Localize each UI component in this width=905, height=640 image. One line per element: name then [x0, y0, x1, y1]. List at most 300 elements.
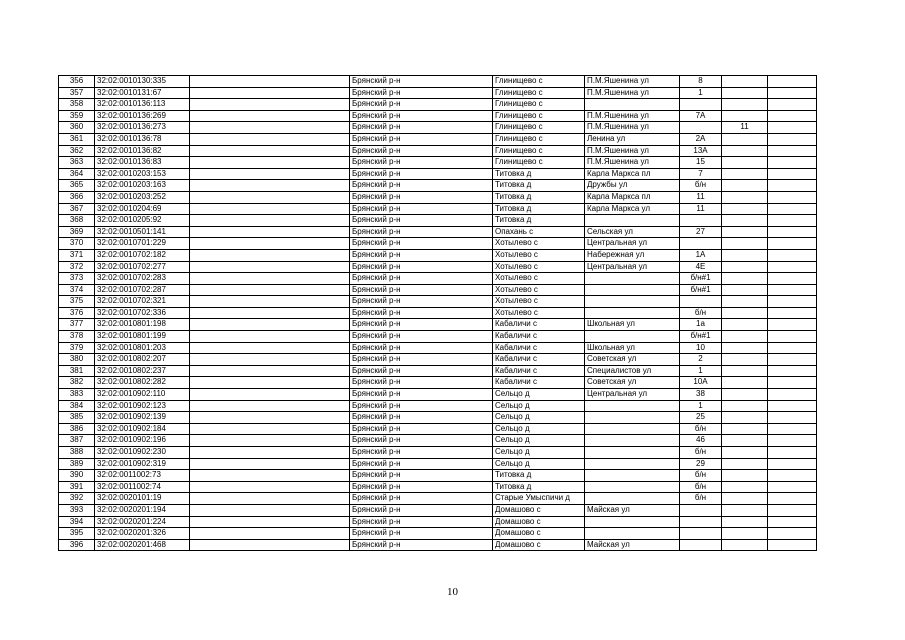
cell-row-number: 360: [59, 122, 95, 134]
cell-owner: [190, 133, 350, 145]
cell-row-number: 368: [59, 215, 95, 227]
cell-house-number: 4Е: [680, 261, 722, 273]
cell-district: Брянский р-н: [350, 447, 493, 459]
cell-house-number: 11: [680, 191, 722, 203]
table-row: [59, 389, 817, 401]
cell-cadastral-number: 32:02:0010701:229: [95, 238, 190, 250]
cell-street: П.М.Яшенина ул: [585, 122, 680, 134]
cell-district: Брянский р-н: [350, 122, 493, 134]
cell-extra-1: [722, 145, 768, 157]
cell-extra-1: [722, 319, 768, 331]
cell-settlement: Домашово с: [493, 528, 585, 540]
cell-owner: [190, 238, 350, 250]
cell-extra-2: [768, 226, 817, 238]
cell-house-number: 1: [680, 365, 722, 377]
cell-house-number: 2А: [680, 133, 722, 145]
cell-extra-2: [768, 296, 817, 308]
cell-cadastral-number: 32:02:0010902:139: [95, 412, 190, 424]
cell-extra-2: [768, 504, 817, 516]
cell-street: Карла Маркса пл: [585, 168, 680, 180]
cell-extra-1: [722, 273, 768, 285]
cell-house-number: [680, 504, 722, 516]
table-row: [59, 133, 817, 145]
table-row: [59, 470, 817, 482]
cell-extra-2: [768, 435, 817, 447]
cell-street: Специалистов ул: [585, 365, 680, 377]
cell-district: Брянский р-н: [350, 191, 493, 203]
cell-extra-2: [768, 180, 817, 192]
cell-owner: [190, 226, 350, 238]
table-row: [59, 377, 817, 389]
cell-owner: [190, 447, 350, 459]
cell-extra-2: [768, 122, 817, 134]
cell-street: [585, 435, 680, 447]
cell-settlement: Глинищево с: [493, 157, 585, 169]
cell-house-number: 1А: [680, 249, 722, 261]
cell-extra-2: [768, 516, 817, 528]
cell-extra-1: [722, 493, 768, 505]
cell-row-number: 379: [59, 342, 95, 354]
cell-extra-2: [768, 493, 817, 505]
cell-street: П.М.Яшенина ул: [585, 110, 680, 122]
cell-extra-1: [722, 389, 768, 401]
cell-settlement: Хотылево с: [493, 261, 585, 273]
cell-street: [585, 273, 680, 285]
cell-extra-2: [768, 157, 817, 169]
cell-extra-2: [768, 110, 817, 122]
cell-cadastral-number: 32:02:0010203:163: [95, 180, 190, 192]
cell-extra-2: [768, 412, 817, 424]
cell-street: [585, 423, 680, 435]
cell-district: Брянский р-н: [350, 215, 493, 227]
cell-district: Брянский р-н: [350, 110, 493, 122]
cell-district: Брянский р-н: [350, 249, 493, 261]
cell-cadastral-number: 32:02:0010136:78: [95, 133, 190, 145]
cell-settlement: Хотылево с: [493, 284, 585, 296]
cell-row-number: 386: [59, 423, 95, 435]
cell-settlement: Глинищево с: [493, 99, 585, 111]
cell-street: [585, 481, 680, 493]
cell-settlement: Домашово с: [493, 539, 585, 551]
cell-owner: [190, 215, 350, 227]
cell-house-number: 38: [680, 389, 722, 401]
cell-street: П.М.Яшенина ул: [585, 145, 680, 157]
cell-owner: [190, 76, 350, 88]
cell-row-number: 367: [59, 203, 95, 215]
cell-extra-1: [722, 110, 768, 122]
cell-extra-1: [722, 458, 768, 470]
cell-house-number: 7А: [680, 110, 722, 122]
cell-settlement: Титовка д: [493, 191, 585, 203]
cell-house-number: 13А: [680, 145, 722, 157]
cell-settlement: Титовка д: [493, 203, 585, 215]
cell-cadastral-number: 32:02:0010205:92: [95, 215, 190, 227]
table-row: [59, 110, 817, 122]
cell-house-number: б/н: [680, 470, 722, 482]
cell-extra-2: [768, 87, 817, 99]
table-row: [59, 458, 817, 470]
cell-house-number: б/н: [680, 423, 722, 435]
cell-cadastral-number: 32:02:0010136:273: [95, 122, 190, 134]
cell-street: Центральная ул: [585, 238, 680, 250]
table-row: [59, 87, 817, 99]
cell-street: Карла Маркса ул: [585, 203, 680, 215]
cell-row-number: 395: [59, 528, 95, 540]
cell-house-number: [680, 122, 722, 134]
cell-settlement: Глинищево с: [493, 110, 585, 122]
cell-settlement: Глинищево с: [493, 133, 585, 145]
cell-row-number: 378: [59, 331, 95, 343]
cell-extra-2: [768, 423, 817, 435]
cell-owner: [190, 400, 350, 412]
cell-district: Брянский р-н: [350, 412, 493, 424]
cell-row-number: 366: [59, 191, 95, 203]
cell-cadastral-number: 32:02:0020201:194: [95, 504, 190, 516]
cell-cadastral-number: 32:02:0010130:335: [95, 76, 190, 88]
cell-street: Центральная ул: [585, 261, 680, 273]
cell-extra-2: [768, 447, 817, 459]
cell-cadastral-number: 32:02:0010203:252: [95, 191, 190, 203]
table-row: [59, 516, 817, 528]
cell-extra-1: [722, 331, 768, 343]
cell-extra-2: [768, 365, 817, 377]
cell-row-number: 359: [59, 110, 95, 122]
cell-district: Брянский р-н: [350, 168, 493, 180]
cell-owner: [190, 168, 350, 180]
cell-cadastral-number: 32:02:0020101:19: [95, 493, 190, 505]
table-row: [59, 226, 817, 238]
cell-row-number: 374: [59, 284, 95, 296]
cell-settlement: Глинищево с: [493, 87, 585, 99]
cell-extra-2: [768, 215, 817, 227]
cell-district: Брянский р-н: [350, 539, 493, 551]
cell-district: Брянский р-н: [350, 133, 493, 145]
cell-cadastral-number: 32:02:0010501:141: [95, 226, 190, 238]
cell-owner: [190, 342, 350, 354]
cell-settlement: Кабаличи с: [493, 365, 585, 377]
cell-cadastral-number: 32:02:0010802:237: [95, 365, 190, 377]
cell-extra-1: [722, 528, 768, 540]
cell-row-number: 389: [59, 458, 95, 470]
page-number: 10: [447, 586, 458, 598]
cell-settlement: Хотылево с: [493, 296, 585, 308]
cell-house-number: 29: [680, 458, 722, 470]
cell-owner: [190, 203, 350, 215]
cell-house-number: [680, 296, 722, 308]
cell-extra-1: [722, 203, 768, 215]
cell-row-number: 375: [59, 296, 95, 308]
cell-cadastral-number: 32:02:0010902:110: [95, 389, 190, 401]
cell-house-number: 8: [680, 76, 722, 88]
table-row: [59, 76, 817, 88]
cell-settlement: Сельцо д: [493, 400, 585, 412]
cell-extra-1: [722, 87, 768, 99]
cell-street: П.М.Яшенина ул: [585, 76, 680, 88]
cell-extra-1: [722, 261, 768, 273]
cell-street: [585, 528, 680, 540]
cell-district: Брянский р-н: [350, 261, 493, 273]
table-row: [59, 493, 817, 505]
table-row: [59, 331, 817, 343]
cell-street: [585, 516, 680, 528]
cell-street: П.М.Яшенина ул: [585, 87, 680, 99]
cell-extra-1: [722, 307, 768, 319]
cell-owner: [190, 307, 350, 319]
cell-cadastral-number: 32:02:0010702:336: [95, 307, 190, 319]
cell-extra-2: [768, 203, 817, 215]
cell-extra-2: [768, 99, 817, 111]
cell-row-number: 381: [59, 365, 95, 377]
cell-owner: [190, 377, 350, 389]
cell-settlement: Кабаличи с: [493, 354, 585, 366]
cell-owner: [190, 296, 350, 308]
cell-extra-2: [768, 307, 817, 319]
cell-owner: [190, 458, 350, 470]
cell-district: Брянский р-н: [350, 504, 493, 516]
cell-row-number: 365: [59, 180, 95, 192]
cell-owner: [190, 354, 350, 366]
cell-row-number: 384: [59, 400, 95, 412]
cell-owner: [190, 539, 350, 551]
cell-street: [585, 458, 680, 470]
cell-extra-1: [722, 377, 768, 389]
cell-row-number: 383: [59, 389, 95, 401]
cell-street: [585, 215, 680, 227]
cell-house-number: [680, 99, 722, 111]
cell-house-number: б/н#1: [680, 331, 722, 343]
cell-settlement: Кабаличи с: [493, 377, 585, 389]
cell-cadastral-number: 32:02:0010801:199: [95, 331, 190, 343]
cell-street: Дружбы ул: [585, 180, 680, 192]
cell-owner: [190, 389, 350, 401]
cell-owner: [190, 516, 350, 528]
cell-extra-2: [768, 284, 817, 296]
cell-house-number: [680, 215, 722, 227]
cell-row-number: 394: [59, 516, 95, 528]
cell-settlement: Хотылево с: [493, 307, 585, 319]
table-row: [59, 284, 817, 296]
table-row: [59, 122, 817, 134]
cell-district: Брянский р-н: [350, 180, 493, 192]
cell-settlement: Хотылево с: [493, 238, 585, 250]
cell-house-number: б/н: [680, 493, 722, 505]
table-row: [59, 157, 817, 169]
cell-extra-1: [722, 539, 768, 551]
cell-house-number: 25: [680, 412, 722, 424]
table-row: [59, 99, 817, 111]
cell-cadastral-number: 32:02:0010131:67: [95, 87, 190, 99]
cell-street: [585, 99, 680, 111]
table-row: [59, 249, 817, 261]
cell-extra-2: [768, 319, 817, 331]
table-row: [59, 145, 817, 157]
cell-district: Брянский р-н: [350, 284, 493, 296]
cell-extra-2: [768, 528, 817, 540]
cell-cadastral-number: 32:02:0010203:153: [95, 168, 190, 180]
cell-street: [585, 470, 680, 482]
cell-street: [585, 296, 680, 308]
cell-street: [585, 331, 680, 343]
cell-cadastral-number: 32:02:0020201:224: [95, 516, 190, 528]
cell-owner: [190, 365, 350, 377]
cell-cadastral-number: 32:02:0010902:196: [95, 435, 190, 447]
cell-cadastral-number: 32:02:0010136:113: [95, 99, 190, 111]
cell-street: [585, 493, 680, 505]
cell-owner: [190, 284, 350, 296]
cell-street: Школьная ул: [585, 342, 680, 354]
cell-district: Брянский р-н: [350, 516, 493, 528]
cell-house-number: 1: [680, 400, 722, 412]
cell-cadastral-number: 32:02:0010702:182: [95, 249, 190, 261]
cell-owner: [190, 191, 350, 203]
cell-cadastral-number: 32:02:0010702:283: [95, 273, 190, 285]
cell-settlement: Опахань с: [493, 226, 585, 238]
table-row: [59, 319, 817, 331]
cell-district: Брянский р-н: [350, 423, 493, 435]
cell-owner: [190, 249, 350, 261]
cell-extra-1: [722, 249, 768, 261]
cell-street: [585, 307, 680, 319]
cell-extra-2: [768, 342, 817, 354]
cell-settlement: Домашово с: [493, 516, 585, 528]
cell-cadastral-number: 32:02:0010802:207: [95, 354, 190, 366]
cell-house-number: [680, 516, 722, 528]
cell-extra-1: [722, 296, 768, 308]
cell-extra-2: [768, 539, 817, 551]
cell-extra-2: [768, 481, 817, 493]
cell-cadastral-number: 32:02:0010802:282: [95, 377, 190, 389]
cell-house-number: 7: [680, 168, 722, 180]
cell-extra-2: [768, 168, 817, 180]
table-row: [59, 273, 817, 285]
table-row: [59, 215, 817, 227]
cell-cadastral-number: 32:02:0011002:73: [95, 470, 190, 482]
cell-extra-1: [722, 354, 768, 366]
cell-district: Брянский р-н: [350, 238, 493, 250]
cell-street: Школьная ул: [585, 319, 680, 331]
cell-street: Карла Маркса пл: [585, 191, 680, 203]
cell-house-number: 2: [680, 354, 722, 366]
cell-street: Набережная ул: [585, 249, 680, 261]
cell-street: [585, 284, 680, 296]
cell-owner: [190, 87, 350, 99]
cell-house-number: б/н: [680, 307, 722, 319]
cell-extra-1: [722, 99, 768, 111]
cell-district: Брянский р-н: [350, 157, 493, 169]
cell-street: Центральная ул: [585, 389, 680, 401]
cell-owner: [190, 423, 350, 435]
cell-district: Брянский р-н: [350, 458, 493, 470]
cell-cadastral-number: 32:02:0010136:269: [95, 110, 190, 122]
cell-house-number: б/н: [680, 180, 722, 192]
cell-settlement: Глинищево с: [493, 122, 585, 134]
cell-row-number: 364: [59, 168, 95, 180]
cell-extra-1: [722, 157, 768, 169]
cell-house-number: [680, 238, 722, 250]
table-row: [59, 365, 817, 377]
table-row: [59, 447, 817, 459]
cell-row-number: 361: [59, 133, 95, 145]
cell-house-number: 10А: [680, 377, 722, 389]
table-row: [59, 168, 817, 180]
cell-district: Брянский р-н: [350, 377, 493, 389]
cell-settlement: Глинищево с: [493, 76, 585, 88]
cell-row-number: 369: [59, 226, 95, 238]
cell-house-number: б/н#1: [680, 284, 722, 296]
cell-house-number: 10: [680, 342, 722, 354]
cell-settlement: Сельцо д: [493, 435, 585, 447]
cell-settlement: Хотылево с: [493, 273, 585, 285]
cell-extra-1: [722, 400, 768, 412]
cell-cadastral-number: 32:02:0010902:230: [95, 447, 190, 459]
cell-extra-1: [722, 412, 768, 424]
cell-cadastral-number: 32:02:0010136:83: [95, 157, 190, 169]
table-row: [59, 261, 817, 273]
cell-extra-2: [768, 261, 817, 273]
cell-row-number: 373: [59, 273, 95, 285]
cell-settlement: Глинищево с: [493, 145, 585, 157]
cell-house-number: [680, 528, 722, 540]
cell-row-number: 387: [59, 435, 95, 447]
cell-owner: [190, 99, 350, 111]
cell-extra-1: [722, 447, 768, 459]
table-row: [59, 435, 817, 447]
cell-extra-2: [768, 331, 817, 343]
cell-district: Брянский р-н: [350, 342, 493, 354]
cell-house-number: 1: [680, 87, 722, 99]
cell-cadastral-number: 32:02:0010136:82: [95, 145, 190, 157]
cell-settlement: Сельцо д: [493, 412, 585, 424]
cell-extra-1: [722, 238, 768, 250]
cell-extra-1: [722, 191, 768, 203]
cell-extra-1: [722, 168, 768, 180]
cell-district: Брянский р-н: [350, 493, 493, 505]
cell-row-number: 391: [59, 481, 95, 493]
cell-settlement: Титовка д: [493, 215, 585, 227]
cell-cadastral-number: 32:02:0010902:319: [95, 458, 190, 470]
cell-row-number: 356: [59, 76, 95, 88]
cell-extra-1: [722, 226, 768, 238]
table-row: [59, 400, 817, 412]
cell-cadastral-number: 32:02:0010902:123: [95, 400, 190, 412]
cell-house-number: 46: [680, 435, 722, 447]
cell-street: Майская ул: [585, 504, 680, 516]
cell-street: [585, 400, 680, 412]
cell-extra-2: [768, 377, 817, 389]
cell-owner: [190, 412, 350, 424]
cell-owner: [190, 180, 350, 192]
cell-settlement: Сельцо д: [493, 447, 585, 459]
cell-owner: [190, 470, 350, 482]
table-row: [59, 423, 817, 435]
cell-cadastral-number: 32:02:0010902:184: [95, 423, 190, 435]
cell-extra-1: [722, 284, 768, 296]
cell-row-number: 393: [59, 504, 95, 516]
cell-extra-1: [722, 133, 768, 145]
cell-owner: [190, 528, 350, 540]
cell-owner: [190, 122, 350, 134]
table-row: [59, 539, 817, 551]
table-row: [59, 354, 817, 366]
cell-house-number: 11: [680, 203, 722, 215]
table-row: [59, 191, 817, 203]
cell-extra-2: [768, 249, 817, 261]
cell-owner: [190, 504, 350, 516]
cell-cadastral-number: 32:02:0010702:277: [95, 261, 190, 273]
cell-house-number: 27: [680, 226, 722, 238]
cell-cadastral-number: 32:02:0010702:321: [95, 296, 190, 308]
cell-row-number: 396: [59, 539, 95, 551]
